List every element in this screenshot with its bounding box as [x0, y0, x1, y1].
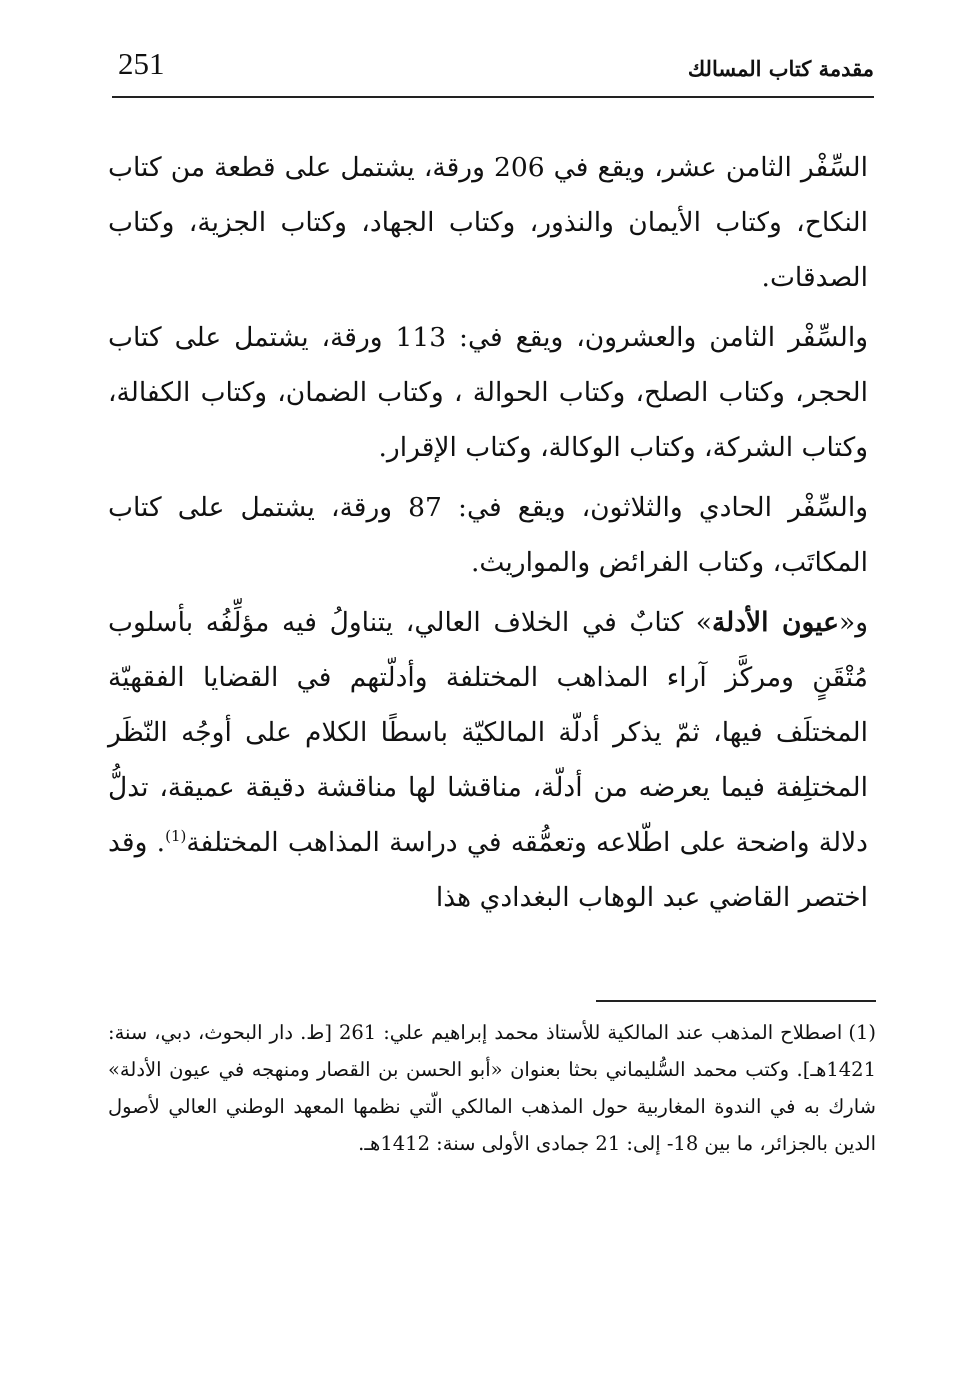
- running-title: مقدمة كتاب المسالك: [687, 56, 874, 81]
- footnote-text: اصطلاح المذهب عند المالكية للأستاذ محمد إبراهيم علي: 261 [ط. دار البحوث، دبي، سنة: 1421هـ]. وكتب محمد السُّليماني بحثا بعنوان «أبو الحسن بن القصار ومنهجه في عيون الأدلة» شارك به في الندوة المغاربية حول المذهب المالكي الّتي نظمها المعهد الوطني العالي لأصول الدين بالجزائر، ما بين 18- إلى: 21 جمادى الأولى سنة: 1412هـ.: [108, 1021, 876, 1155]
- quote-open: و«: [838, 607, 868, 638]
- paragraph-2: والسِّفْر الثامن والعشرون، ويقع في: 113 ورقة، يشتمل على كتاب الحجر، وكتاب الصلح، وكتاب الحوالة ، وكتاب الضمان، وكتاب الكفالة، وكتاب الشركة، وكتاب الوكالة، وكتاب الإقرار.: [108, 322, 868, 463]
- footnote-marker: (1): [848, 1021, 876, 1044]
- page-header: [112, 44, 874, 98]
- footnote-item: [108, 1014, 876, 1162]
- paragraph-1: السِّفْر الثامن عشر، ويقع في 206 ورقة، يشتمل على قطعة من كتاب النكاح، وكتاب الأيمان والنذور، وكتاب الجهاد، وكتاب الجزية، وكتاب الصدقات.: [108, 152, 868, 293]
- book-title-bold: عيون الأدلة: [711, 607, 839, 638]
- paragraph-4-text: » كتابٌ في الخلاف العالي، يتناولُ فيه مؤلِّفُه بأسلوب مُتْقَنٍ ومركَّز آراء المذاهب المختلفة وأدلّتهم في القضايا الفقهيّة المختلَف فيها، ثمّ يذكر أدلّة المالكيّة باسطًا الكلام على أوجُه النّظَر المختلِفة فيما يعرضه من أدلّة، مناقشا لها مناقشة دقيقة عميقة، تدلُّ دلالة واضحة على اطّلاعه وتعمُّقه في دراسة المذاهب المختلفة: [108, 607, 868, 858]
- paragraph-3: والسِّفْر الحادي والثلاثون، ويقع في: 87 ورقة، يشتمل على كتاب المكاتَب، وكتاب الفرائض والمواريث.: [108, 492, 868, 578]
- footnotes: [108, 1014, 876, 1162]
- footnote-separator: [596, 1000, 876, 1002]
- paragraph-4-tail: . وقد اختصر القاضي عبد الوهاب البغدادي هذا: [108, 827, 868, 913]
- footnote-reference[interactable]: (1): [165, 827, 187, 846]
- main-text: [108, 140, 868, 930]
- paragraph-4: [108, 595, 868, 925]
- page-number: 251: [118, 46, 165, 81]
